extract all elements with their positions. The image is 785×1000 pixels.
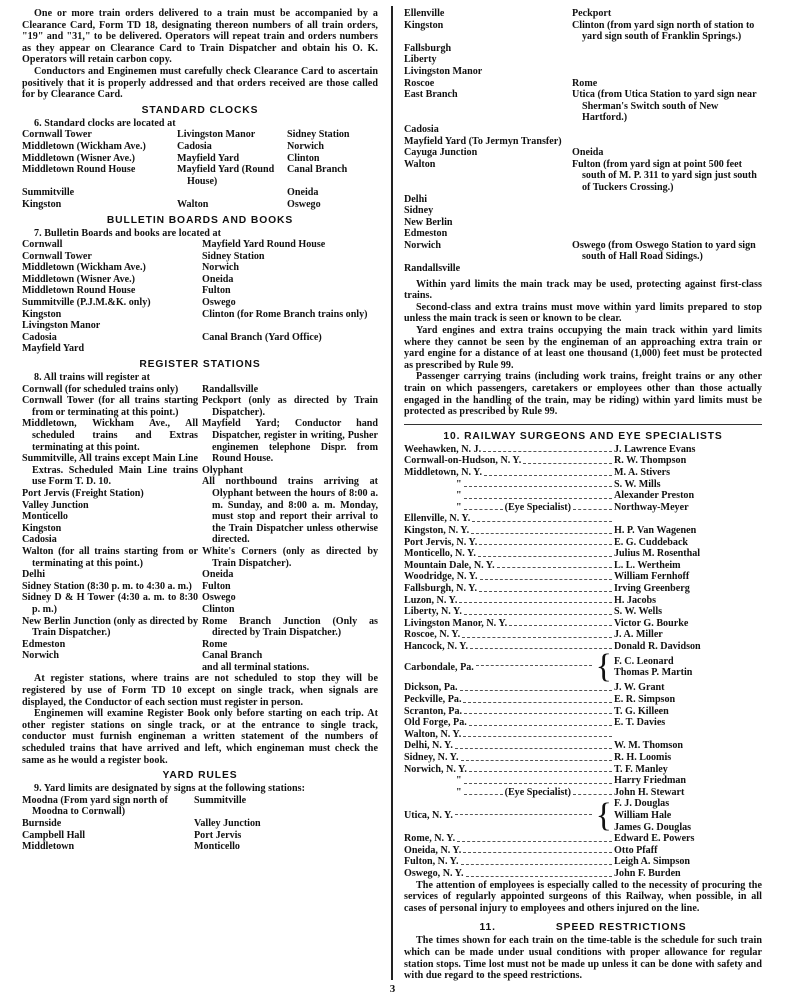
leader-dots (484, 467, 612, 476)
bulletin-location: Middletown (Wisner Ave.) (22, 273, 135, 285)
yard-station: Liberty (404, 54, 437, 66)
yard-station: Mayfield Yard (To Jermyn Transfer) (404, 135, 562, 147)
clock-location: Cornwall Tower (22, 129, 92, 141)
register-station: All northbound trains arriving at Olyphant between the hours of 8:00 a. m. Sunday, and 8:00 a. m. Monday, must stop and report their arrival to the Train Dispatcher unless otherwise directed. (202, 476, 378, 546)
clock-location: Summitville (22, 187, 75, 199)
leader-dots (460, 682, 612, 691)
register-stations-intro: 8. All trains will register at (34, 372, 151, 384)
clock-location: Livingston Manor (177, 129, 256, 141)
clock-location: Walton (177, 198, 209, 210)
register-station: Mayfield Yard; Conductor hand Dispatcher, register in writing, Pusher enginemen telephone Dispr. from Round House. (202, 418, 378, 465)
right-column (404, 8, 762, 984)
surgeon-name: Harry Friedman (614, 775, 687, 787)
register-station: Kingston (22, 522, 62, 534)
leader-dots (463, 694, 612, 703)
register-station: Canal Branch (202, 650, 263, 662)
bulletin-location: Cornwall Tower (22, 250, 92, 262)
yard-limit-stations-continued (404, 8, 762, 275)
surgeon-row (404, 648, 762, 686)
bulletin-location: Canal Branch (Yard Office) (202, 331, 322, 343)
register-station: Valley Junction (22, 499, 89, 511)
surgeon-place: Cornwall-on-Hudson, N. Y. (404, 455, 522, 467)
surgeon-name: Edward E. Powers (614, 833, 695, 845)
clock-location: Oneida (287, 187, 319, 199)
surgeon-row (404, 775, 762, 787)
surgeon-group (614, 656, 762, 679)
yard-station (572, 228, 762, 240)
yard-station (572, 205, 762, 217)
page-number: 3 (389, 983, 396, 995)
bulletin-boards-list (22, 239, 378, 355)
surgeon-name: Julius M. Rosenthal (614, 548, 701, 560)
leader-dots (573, 502, 612, 511)
surgeon-row (404, 467, 762, 479)
yard-station: Rome (572, 77, 598, 89)
surgeon-row (404, 525, 762, 537)
yard-station: East Branch (404, 89, 458, 101)
register-station: Oneida (202, 569, 234, 581)
surgeon-place: " (456, 478, 462, 490)
register-station: Olyphant (202, 464, 243, 476)
surgeon-name: John F. Burden (614, 867, 681, 879)
yard-station: Roscoe (404, 77, 435, 89)
leader-dots (459, 595, 612, 604)
brace-symbol: { (595, 648, 612, 686)
surgeon-name: H. P. Van Wagenen (614, 524, 697, 536)
surgeon-place: Hancock, N. Y. (404, 640, 469, 652)
yard-station: Clinton (from yard sign north of station to yard sign south of Franklin Springs.) (572, 19, 755, 43)
speed-section-number: 11. (479, 922, 496, 934)
clock-location: Middletown (Wickham Ave.) (22, 140, 146, 152)
surgeon-row (404, 583, 762, 595)
surgeon-row (404, 868, 762, 880)
register-stations-col-1 (22, 384, 198, 674)
yard-limit-paragraphs (404, 279, 762, 418)
surgeon-place: Sidney, N. Y. (404, 752, 459, 764)
surgeon-name: R. W. Thompson (614, 455, 687, 467)
yard-limit-stations-list (22, 795, 378, 853)
surgeon-place: Monticello, N. Y. (404, 548, 476, 560)
register-station: Cadosia (22, 534, 57, 546)
surgeon-row (404, 764, 762, 776)
surgeon-row (404, 798, 762, 833)
yard-station (572, 217, 762, 229)
register-station: Norwich (22, 650, 60, 662)
leader-dots (464, 606, 612, 615)
surgeon-row (404, 490, 762, 502)
surgeon-row (404, 618, 762, 630)
paragraph: Within yard limits the main track may be used, protecting against first-class trains. (404, 278, 762, 302)
bulletin-location: Norwich (202, 262, 240, 274)
bulletin-location: Oswego (202, 297, 236, 309)
leader-dots (509, 618, 612, 627)
leader-dots (461, 752, 612, 761)
register-station: Delhi (22, 569, 45, 581)
surgeon-row (404, 629, 762, 641)
bulletin-location: Mayfield Yard (22, 343, 85, 355)
surgeon-name: Irving Greenberg (614, 582, 690, 594)
surgeon-name: T. F. Manley (614, 763, 668, 775)
yard-rules-heading: YARD RULES (162, 770, 238, 782)
surgeon-place: Luzon, N. Y. (404, 594, 458, 606)
surgeon-place: Fulton, N. Y. (404, 856, 459, 868)
bulletin-location: Fulton (202, 285, 231, 297)
paragraph: Conductors and Enginemen must carefully check Clearance Card to ascertain positively that it is properly addressed and that orders received are those called for by Clearance Card. (22, 65, 378, 101)
yard-station (572, 136, 762, 148)
leader-dots (472, 513, 612, 522)
leader-dots (464, 787, 503, 796)
paragraph: Enginemen will examine Register Book only before starting on each trip. At other register stations on single track, or at the entrance to single track, conductor must furnish engineman a written statement of the numbers of scheduled trains that have arrived and left, which engineman must check the same as he would a register book. (22, 708, 378, 766)
register-stations-heading: REGISTER STATIONS (139, 359, 261, 371)
standard-clocks-list (22, 129, 378, 210)
leader-dots (455, 814, 592, 815)
leader-dots (455, 740, 612, 749)
surgeons-closing-note: The attention of employees is especially called to the necessity of procuring the services of regularly appointed surgeons of this Railway, when possible, in all cases of personal injury to employees and others injured on the line. (404, 879, 762, 914)
surgeon-place: " (456, 775, 462, 787)
surgeon-row (404, 444, 762, 456)
surgeon-place: Carbondale, Pa. (404, 661, 474, 673)
yard-station: Delhi (404, 193, 427, 205)
surgeon-name: William Fernhoff (614, 571, 690, 583)
surgeon-name: J. A. Miller (614, 629, 663, 641)
surgeon-note: (Eye Specialist) (504, 786, 572, 798)
surgeon-place: Peckville, Pa. (404, 694, 462, 706)
register-station: Rome Branch Junction (Only as directed by Train Dispatcher.) (202, 615, 378, 639)
surgeon-place: Woodridge, N. Y. (404, 571, 478, 583)
yard-station: Valley Junction (194, 818, 261, 829)
surgeon-name: James G. Douglas (614, 821, 692, 833)
yard-station: Fallsburgh (404, 42, 452, 54)
yard-station: Middletown (22, 841, 75, 853)
leader-dots (497, 560, 612, 569)
surgeon-note: (Eye Specialist) (504, 501, 572, 513)
yard-station: Oswego (from Oswego Station to yard sign south of Hall Road Sidings.) (572, 239, 756, 263)
surgeon-row (404, 606, 762, 618)
leader-dots (466, 868, 612, 877)
speed-section-title: SPEED RESTRICTIONS (555, 922, 687, 934)
bulletin-location: Oneida (202, 273, 234, 285)
yard-rules-intro: 9. Yard limits are designated by signs at the following stations: (34, 783, 306, 795)
yard-station (572, 194, 762, 206)
surgeon-name: Victor G. Bourke (614, 617, 689, 629)
leader-dots (480, 571, 612, 580)
yard-station: Campbell Hall (22, 829, 86, 841)
bulletin-boards-intro: 7. Bulletin Boards and books are located at (34, 227, 222, 239)
surgeon-name: S. W. Wells (614, 606, 663, 618)
clock-location: Middletown (Wisner Ave.) (22, 152, 135, 164)
yard-station: Cadosia (404, 123, 439, 135)
yard-station: Port Jervis (194, 829, 242, 841)
register-station: Monticello (22, 511, 68, 523)
clock-location: Middletown Round House (22, 164, 136, 176)
surgeon-name: T. G. Killeen (614, 705, 669, 717)
leader-dots (461, 856, 613, 865)
surgeon-place: Middletown, N. Y. (404, 466, 483, 478)
speed-restrictions-text: The times shown for each train on the time-table is the schedule for such train which can be made under usual conditions with proper allowance for regular station stops. Time lost must not be made up unless it can be done with safety and with due regard to the speed restrictions. (404, 935, 762, 982)
surgeon-row (404, 455, 762, 467)
surgeon-place: " (456, 501, 462, 513)
paragraph: Passenger carrying trains (including work trains, freight trains or any other train on which passengers, caretakers or employees other than those actually engaged in the handling of the train, may be riding) within yard limits must be protected as prescribed by Rule 99. (404, 371, 762, 418)
surgeon-place: Dickson, Pa. (404, 682, 458, 694)
leader-dots (463, 845, 612, 854)
yard-station: Burnside (22, 818, 62, 829)
bulletin-location (202, 343, 378, 355)
surgeon-name: Leigh A. Simpson (614, 856, 691, 868)
surgeon-name (614, 513, 762, 525)
bulletin-location: Middletown Round House (22, 285, 136, 297)
surgeon-row (404, 752, 762, 764)
surgeon-name: E. G. Cuddeback (614, 536, 689, 548)
surgeon-place: Mountain Dale, N. Y. (404, 559, 495, 571)
surgeon-place: Oneida, N. Y. (404, 844, 462, 856)
left-column (22, 8, 378, 984)
register-rules-paragraphs (22, 673, 378, 766)
clock-location: Norwich (287, 140, 325, 152)
leader-dots (464, 502, 503, 511)
surgeon-name (614, 729, 762, 741)
surgeon-row (404, 513, 762, 525)
register-station: White's Corners (only as directed by Train Dispatcher). (202, 545, 378, 569)
register-station: and all terminal stations. (202, 661, 310, 673)
surgeon-place: Old Forge, Pa. (404, 717, 467, 729)
bulletin-location: Mayfield Yard Round House (202, 239, 326, 251)
surgeon-row (404, 641, 762, 653)
yard-station: Kingston (404, 19, 444, 31)
yard-station: Randallsville (404, 263, 461, 275)
leader-dots (479, 583, 612, 592)
surgeon-row (404, 537, 762, 549)
leader-dots (470, 641, 612, 650)
register-station: Summitville, All trains except Main Line Extras. Scheduled Main Line trains use Form T. D. 10. (22, 453, 198, 488)
register-station: Walton (for all trains starting from or terminating at this point.) (22, 545, 198, 569)
surgeon-name: R. H. Loomis (614, 752, 672, 764)
yard-station: Walton (404, 158, 436, 170)
register-station: Edmeston (22, 638, 66, 650)
leader-dots (464, 479, 612, 488)
leader-dots (483, 444, 612, 453)
surgeon-place: Livingston Manor, N. Y. (404, 617, 508, 629)
bulletin-location: Cornwall (22, 239, 63, 251)
yard-station: Ellenville (404, 8, 445, 19)
clock-location: Mayfield Yard (177, 152, 240, 164)
register-station: Sidney D & H Tower (4:30 a. m. to 8:30 p. m.) (22, 592, 198, 615)
bulletin-location: Livingston Manor (22, 320, 101, 332)
surgeon-name: John H. Stewart (614, 786, 685, 798)
register-station: Sidney Station (8:30 p. m. to 4:30 a. m.) (22, 580, 192, 592)
leader-dots (463, 729, 612, 738)
surgeon-place: " (456, 490, 462, 502)
surgeon-name: Donald R. Davidson (614, 640, 701, 652)
surgeon-row (404, 856, 762, 868)
paragraph: One or more train orders delivered to a train must be accompanied by a Clearance Card, Form TD 18, designating thereon numbers of all train orders, "19" and "31," to be delivered. Operators will repeat train and orders numbers as they appear on Clearance Card to Train Dispatcher and obtain his O. K. Operators will retain carbon copy. (22, 8, 378, 66)
surgeon-place: Walton, N. Y. (404, 728, 462, 740)
surgeon-place: Oswego, N. Y. (404, 867, 464, 879)
surgeon-row (404, 548, 762, 560)
register-station: New Berlin Junction (only as directed by Train Dispatcher.) (22, 615, 198, 639)
clock-location: Mayfield Yard (Round House) (177, 164, 275, 187)
register-station: Cornwall (for scheduled trains only) (22, 383, 179, 395)
leader-dots (464, 775, 612, 784)
surgeon-row (404, 502, 762, 514)
yard-station: Peckport (572, 8, 612, 19)
section-divider (404, 424, 762, 425)
register-station: Oswego (202, 592, 236, 604)
bulletin-location: Clinton (for Rome Branch trains only) (202, 308, 368, 320)
bulletin-location: Cadosia (22, 331, 57, 343)
standard-clocks-heading: STANDARD CLOCKS (141, 104, 259, 116)
speed-restrictions-heading (404, 922, 762, 933)
register-station: Middletown, Wickham Ave., All scheduled trains and Extras terminating at this point. (22, 418, 198, 453)
surgeon-name: Alexander Preston (614, 490, 695, 502)
surgeon-name: Thomas P. Martin (614, 667, 693, 679)
bulletin-location: Sidney Station (202, 250, 265, 262)
register-station: Cornwall Tower (for all trains starting from or terminating at this point.) (22, 395, 198, 418)
leader-dots (457, 833, 612, 842)
yard-station: Sidney (404, 205, 434, 217)
yard-station: Norwich (404, 239, 442, 251)
paragraph: Second-class and extra trains must move within yard limits prepared to stop unless the main track is seen or known to be clear. (404, 301, 762, 325)
surgeon-row (404, 706, 762, 718)
surgeon-name: E. T. Davies (614, 717, 666, 729)
column-divider (391, 6, 393, 980)
register-station: Randallsville (202, 383, 259, 395)
register-stations-list (22, 384, 378, 674)
leader-dots (464, 490, 612, 499)
register-station: Peckport (only as directed by Train Dispatcher). (202, 395, 378, 418)
surgeon-row (404, 560, 762, 572)
leader-dots (469, 717, 612, 726)
yard-station: Monticello (194, 841, 240, 853)
leader-dots (464, 706, 612, 715)
surgeon-name: J. W. Grant (614, 682, 665, 694)
bulletin-location: Middletown (Wickham Ave.) (22, 262, 146, 274)
paragraph: At register stations, where trains are not scheduled to stop they will be registered by use of Form TD 10 except on single track, when signals are displayed, the Conductor of each section must register in person. (22, 673, 378, 708)
leader-dots (479, 537, 612, 546)
surgeon-name: J. Lawrence Evans (614, 443, 696, 455)
surgeon-name: Otto Pfaff (614, 844, 658, 856)
yard-station: Utica (from Utica Station to yard sign near Sherman's Switch south of New Hartford.) (572, 89, 757, 124)
clock-location: Sidney Station (287, 129, 350, 141)
surgeon-name: E. R. Simpson (614, 694, 676, 706)
bulletin-location: Kingston (22, 308, 62, 320)
surgeon-place: Port Jervis, N. Y. (404, 536, 478, 548)
yard-station (572, 66, 762, 78)
yard-station (572, 263, 762, 275)
clock-location: Canal Branch (287, 164, 348, 176)
leader-dots (471, 525, 612, 534)
clearance-card-paragraphs (22, 8, 378, 101)
standard-clocks-intro: 6. Standard clocks are located at (34, 117, 176, 129)
bulletin-location: Summitville (P.J.M.&K. only) (22, 297, 151, 309)
surgeon-row (404, 833, 762, 845)
surgeon-place: Roscoe, N. Y. (404, 629, 461, 641)
yard-station: Moodna (From yard sign north of Moodna to Cornwall) (22, 794, 168, 818)
yard-station: Fulton (from yard sign at point 500 feet south of M. P. 311 to yard sign just south of Tuckers Crossing.) (572, 158, 757, 193)
surgeons-heading: 10. RAILWAY SURGEONS AND EYE SPECIALISTS (443, 430, 723, 442)
register-station: Rome (202, 638, 228, 650)
surgeon-row (404, 740, 762, 752)
yard-station: Edmeston (404, 228, 448, 240)
clock-location: Oswego (287, 198, 321, 210)
clock-location: Kingston (22, 198, 62, 210)
register-station: Clinton (202, 603, 235, 615)
surgeon-row (404, 682, 762, 694)
surgeon-place: Liberty, N. Y. (404, 606, 462, 618)
surgeon-place: " (456, 786, 462, 798)
surgeon-place: Kingston, N. Y. (404, 524, 470, 536)
surgeon-place: Utica, N. Y. (404, 810, 453, 821)
surgeon-row (404, 729, 762, 741)
bulletin-boards-heading: BULLETIN BOARDS AND BOOKS (106, 214, 294, 226)
leader-dots (523, 455, 612, 464)
register-stations-col-2 (198, 384, 378, 674)
surgeon-row (404, 787, 762, 799)
surgeon-place: Delhi, N. Y. (404, 740, 453, 752)
yard-station: Oneida (572, 147, 604, 159)
surgeon-name: William Hale (614, 810, 672, 821)
surgeon-name: Northway-Meyer (614, 501, 689, 513)
yard-station (572, 54, 762, 66)
surgeon-row (404, 694, 762, 706)
surgeon-name: M. A. Stivers (614, 466, 671, 478)
surgeon-place: Weehawken, N. J. (404, 443, 482, 455)
yard-station: Livingston Manor (404, 65, 483, 77)
surgeon-row (404, 595, 762, 607)
surgeon-name: H. Jacobs (614, 594, 657, 606)
surgeon-name: F. C. Leonard (614, 655, 674, 667)
bulletin-location (202, 320, 378, 332)
surgeon-name: L. L. Wertheim (614, 559, 681, 571)
register-station: Fulton (202, 580, 231, 592)
surgeon-place: Fallsburgh, N. Y. (404, 582, 478, 594)
register-station: Port Jervis (Freight Station) (22, 487, 144, 499)
surgeon-group (614, 798, 762, 833)
surgeon-place: Ellenville, N. Y. (404, 513, 471, 525)
leader-dots (462, 629, 612, 638)
surgeon-name: S. W. Mills (614, 478, 661, 490)
leader-dots (573, 787, 612, 796)
surgeon-row (404, 845, 762, 857)
brace-symbol: { (595, 796, 612, 834)
leader-dots (476, 665, 592, 666)
clock-location: Clinton (287, 152, 320, 164)
surgeon-name: F. J. Douglas (614, 798, 670, 810)
surgeon-row (404, 571, 762, 583)
leader-dots (469, 764, 612, 773)
surgeon-place: Norwich, N. Y. (404, 763, 467, 775)
yard-station (572, 124, 762, 136)
yard-station: New Berlin (404, 216, 453, 228)
leader-dots (478, 548, 612, 557)
surgeon-place: Scranton, Pa. (404, 705, 463, 717)
surgeon-name: W. M. Thomson (614, 740, 683, 752)
yard-station: Cayuga Junction (404, 147, 478, 159)
paragraph: Yard engines and extra trains occupying the main track within yard limits where they cannot be seen by the engineman of an approaching extra train or yard engine for a distance of at least one thousand (1,000) feet must be protected as prescribed by Rule 99. (404, 325, 762, 371)
clock-location (177, 187, 287, 199)
yard-station (572, 43, 762, 55)
surgeon-place: Rome, N. Y. (404, 833, 456, 845)
surgeon-row (404, 717, 762, 729)
clock-location: Cadosia (177, 140, 212, 152)
surgeon-row (404, 479, 762, 491)
yard-station: Summitville (194, 794, 247, 806)
surgeons-list (404, 444, 762, 880)
